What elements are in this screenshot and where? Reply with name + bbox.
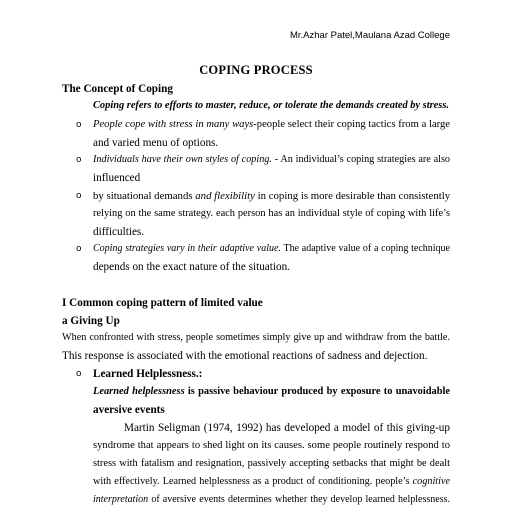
learned-definition-line-1	[93, 385, 450, 399]
subsection-heading: a Giving Up	[62, 315, 120, 327]
bullet-1-lead: People cope with stress in many ways	[93, 119, 254, 130]
seligman-line-5	[93, 493, 450, 507]
bullet-marker: o	[76, 191, 82, 201]
seligman-line-4	[93, 475, 450, 489]
bullet-4-rest: The adaptive value of a coping technique	[280, 243, 450, 254]
concept-heading: The Concept of Coping	[62, 83, 173, 95]
learned-definition-line-2: aversive events	[93, 404, 165, 416]
bullet-4-lead: Coping strategies vary in their adaptive value.	[93, 243, 281, 254]
page-header-author: Mr.Azhar Patel,Maulana Azad College	[289, 30, 450, 41]
seligman-line-5-italic: interpretation	[93, 494, 149, 505]
bullet-2-lead: Individuals have their own styles of coping.	[93, 154, 272, 165]
bullet-marker: o	[76, 120, 82, 130]
bullet-4-line-1	[93, 242, 450, 256]
bullet-marker: o	[76, 369, 82, 379]
bullet-2-line-1	[93, 153, 450, 167]
bullet-3-pre: by situational demands	[93, 190, 196, 202]
bullet-marker: o	[76, 155, 82, 165]
learned-heading: Learned Helplessness.:	[93, 368, 203, 380]
learned-definition-rest: is passive behaviour produced by exposure to unavoidable	[184, 386, 451, 397]
document-title: COPING PROCESS	[199, 63, 313, 77]
bullet-2-line-2: influenced	[93, 172, 141, 184]
coping-definition: Coping refers to efforts to master, reduce, or tolerate the demands created by stress.	[93, 100, 449, 111]
seligman-line-5-text: of aversive events determines whether they develop learned helplessness.	[148, 494, 450, 505]
seligman-line-2: syndrome that appears to shed light on its causes. some people routinely respond to	[93, 440, 450, 451]
bullet-marker: o	[76, 244, 82, 254]
bullet-1-rest: -people select their coping tactics from a large	[253, 119, 450, 130]
bullet-2-rest: - An individual’s coping strategies are also	[271, 154, 451, 165]
seligman-line-4-italic: cognitive	[412, 476, 450, 487]
paragraph-1-line-1: When confronted with stress, people sometimes simply give up and withdraw from the battle.	[62, 332, 450, 343]
seligman-line-1: Martin Seligman (1974, 1992) has developed a model of this giving-up	[124, 422, 450, 434]
bullet-1-line-1	[93, 118, 450, 132]
bullet-3-post: in coping is more desirable than consistently	[254, 190, 451, 202]
bullet-3-italic: and flexibility	[195, 190, 255, 202]
bullet-4-line-2: depends on the exact nature of the situation.	[93, 261, 290, 273]
learned-definition-term: Learned helplessness	[93, 386, 185, 397]
paragraph-1-line-2: This response is associated with the emotional reactions of sadness and dejection.	[62, 350, 428, 362]
bullet-3-line-3: difficulties.	[93, 226, 145, 238]
seligman-line-3: stress with fatalism and resignation, passively accepting setbacks that might be dealt	[93, 458, 450, 469]
bullet-1-line-2: and varied menu of options.	[93, 137, 219, 149]
section-heading: I Common coping pattern of limited value	[62, 297, 263, 309]
bullet-3-line-2: relying on the same strategy. each person has an individual style of coping with life’s	[93, 208, 450, 219]
seligman-line-4-text: with effectively. Learned helplessness as a product of conditioning. people’s	[93, 476, 413, 487]
bullet-3-line-1	[93, 189, 450, 203]
